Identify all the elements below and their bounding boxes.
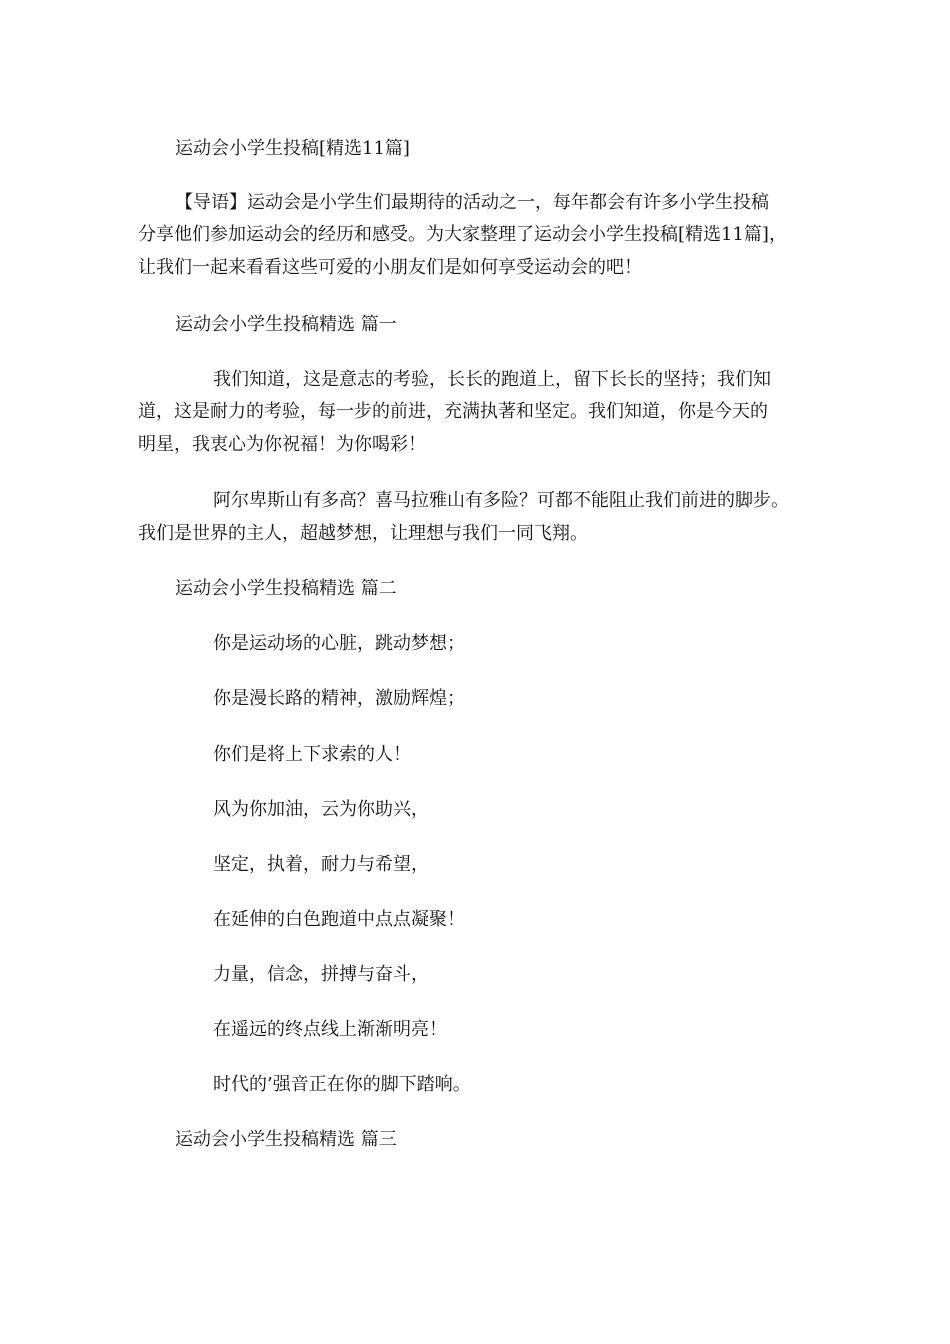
verse-line: 在遥远的终点线上渐渐明亮！: [213, 1019, 447, 1040]
section-1-para-1-line-2: 道，这是耐力的考验，每一步的前进，充满执著和坚定。我们知道，你是今天的: [138, 401, 768, 422]
verse-line: 你是运动场的心脏，跳动梦想；: [213, 633, 465, 654]
verse-line: 力量，信念，拼搏与奋斗，: [213, 964, 429, 985]
section-1-heading: 运动会小学生投稿精选 篇一: [175, 314, 397, 335]
section-1-para-1-line-3: 明星，我衷心为你祝福！为你喝彩！: [138, 434, 426, 455]
verse-line: 你是漫长路的精神，激励辉煌；: [213, 688, 465, 709]
section-1-para-1-line-1: 我们知道，这是意志的考验，长长的跑道上，留下长长的坚持；我们知: [213, 369, 771, 390]
section-2-heading: 运动会小学生投稿精选 篇二: [175, 578, 397, 599]
verse-line: 风为你加油，云为你助兴，: [213, 799, 429, 820]
section-1-para-2-line-1: 阿尔卑斯山有多高？喜马拉雅山有多险？可都不能阻止我们前进的脚步。: [213, 490, 789, 511]
intro-line-1: 【导语】运动会是小学生们最期待的活动之一，每年都会有许多小学生投稿: [175, 192, 769, 213]
intro-line-3: 让我们一起来看看这些可爱的小朋友们是如何享受运动会的吧！: [138, 257, 642, 278]
section-3-heading: 运动会小学生投稿精选 篇三: [175, 1129, 397, 1150]
verse-line: 你们是将上下求索的人！: [213, 744, 411, 765]
verse-line: 坚定，执着，耐力与希望，: [213, 854, 429, 875]
verse-line: 在延伸的白色跑道中点点凝聚！: [213, 909, 465, 930]
intro-line-2: 分享他们参加运动会的经历和感受。为大家整理了运动会小学生投稿[精选11篇]，: [138, 224, 787, 245]
section-1-para-2-line-2: 我们是世界的主人，超越梦想，让理想与我们一同飞翔。: [138, 523, 588, 544]
verse-line: 时代的’强音正在你的脚下踏响。: [213, 1074, 471, 1095]
document-title: 运动会小学生投稿[精选11篇]: [175, 138, 410, 159]
